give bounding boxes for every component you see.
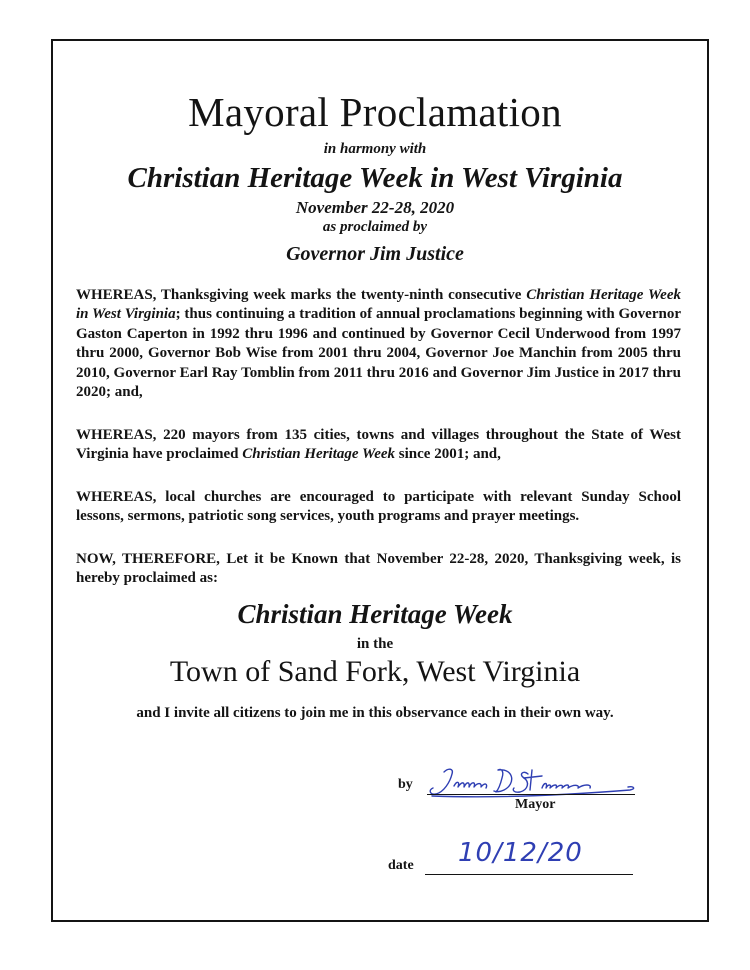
- proclaimed-week-heading: Christian Heritage Week: [237, 599, 513, 629]
- paragraph-2-emphasis: Christian Heritage Week: [242, 446, 396, 463]
- in-the-label: in the: [356, 636, 394, 652]
- now-therefore-paragraph: NOW, THEREFORE, Let it be Known that November 22-28, 2020, Thanksgiving week, is hereby proclaimed as:: [76, 551, 681, 587]
- proclaimed-by-label: as proclaimed by: [322, 219, 428, 235]
- date-label: date: [388, 858, 414, 873]
- whereas-paragraph-1: [76, 286, 681, 402]
- signature-line: [427, 794, 635, 795]
- paragraph-2-text-a: WHEREAS, 220 mayors from 135 cities, towns and villages throughout the State of West Virginia have proclaimed: [76, 427, 681, 463]
- whereas-paragraph-3: WHEREAS, local churches are encouraged to participate with relevant Sunday School lessons, sermons, patriotic song services, youth programs and prayer meetings.: [76, 489, 681, 525]
- event-title: Christian Heritage Week in West Virginia: [127, 162, 623, 194]
- by-label: by: [398, 777, 413, 792]
- event-dates: November 22-28, 2020: [295, 198, 455, 217]
- whereas-paragraph-2: [76, 426, 681, 465]
- invitation-statement: and I invite all citizens to join me in this observance each in their own way.: [136, 705, 614, 721]
- handwritten-date: 10/12/20: [458, 838, 583, 868]
- page-title: Mayoral Proclamation: [188, 89, 562, 135]
- date-line: [425, 874, 633, 875]
- town-name: Town of Sand Fork, West Virginia: [169, 655, 581, 688]
- paragraph-1-text-b: ; thus continuing a tradition of annual proclamations beginning with Governor Gaston Caperton in 1992 thru 1996 and continued by Governor Cecil Underwood from 1997 thru 2000, Governor Bob Wise from 2001 thru 2004, Governor Joe Manchin from 2005 thru 2010, Governor Earl Ray Tomblin from 2011 thru 2016 and Governor Jim Justice in 2017 thru 2020; and,: [76, 306, 681, 401]
- harmony-subtitle: in harmony with: [323, 141, 427, 157]
- paragraph-1-emphasis: Christian Heritage Week in West Virginia: [76, 287, 681, 323]
- paragraph-2-text-b: since 2001; and,: [395, 446, 501, 463]
- paragraph-1-text-a: WHEREAS, Thanksgiving week marks the twenty-ninth consecutive: [76, 287, 527, 303]
- governor-name: Governor Jim Justice: [286, 243, 464, 265]
- mayor-label: Mayor: [515, 797, 556, 812]
